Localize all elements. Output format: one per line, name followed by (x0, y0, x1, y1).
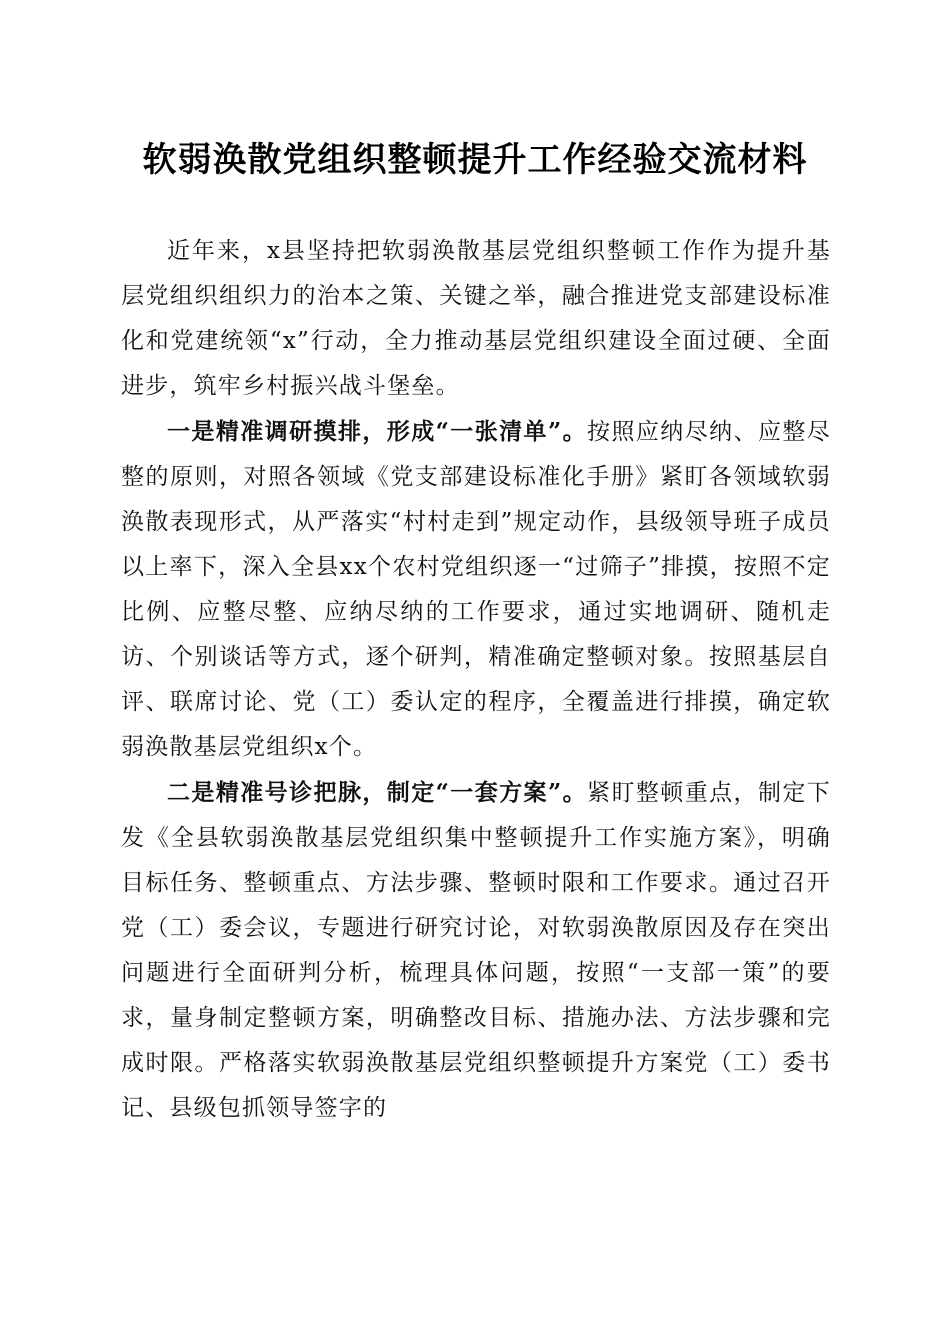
section-lead-2: 二是精准号诊把脉，制定“一套方案”。 (167, 779, 588, 806)
document-body (121, 229, 831, 1131)
section-paragraph-1 (121, 409, 831, 770)
document-title: 软弱涣散党组织整顿提升工作经验交流材料 (142, 140, 808, 180)
section-text-2: 紧盯整顿重点，制定下发《全县软弱涣散基层党组织集中整顿提升工作实施方案》，明确目标任务、整顿重点、方法步骤、整顿时限和工作要求。通过召开党（工）委会议，专题进行研究讨论，对软弱涣散原因及存在突出问题进行全面研判分析，梳理具体问题，按照“一支部一策”的要求，量身制定整顿方案，明确整改目标、措施办法、方法步骤和完成时限。严格落实软弱涣散基层党组织整顿提升方案党（工）委书记、县级包抓领导签字的 (121, 780, 832, 1121)
section-text-1: 按照应纳尽纳、应整尽整的原则，对照各领域《党支部建设标准化手册》紧盯各领域软弱涣散表现形式，从严落实“村村走到”规定动作，县级领导班子成员以上率下，深入全县xx个农村党组织逐一“过筛子”排摸，按照不定比例、应整尽整、应纳尽纳的工作要求，通过实地调研、随机走访、个别谈话等方式，逐个研判，精准确定整顿对象。按照基层自评、联席讨论、党（工）委认定的程序，全覆盖进行排摸，确定软弱涣散基层党组织x个。 (121, 419, 832, 760)
section-paragraph-2 (121, 770, 831, 1131)
intro-paragraph: 近年来，x县坚持把软弱涣散基层党组织整顿工作作为提升基层党组织组织力的治本之策、关键之举，融合推进党支部建设标准化和党建统领“x”行动，全力推动基层党组织建设全面过硬、全面进步，筑牢乡村振兴战斗堡垒。 (121, 238, 831, 399)
section-lead-1: 一是精准调研摸排，形成“一张清单”。 (167, 418, 588, 445)
